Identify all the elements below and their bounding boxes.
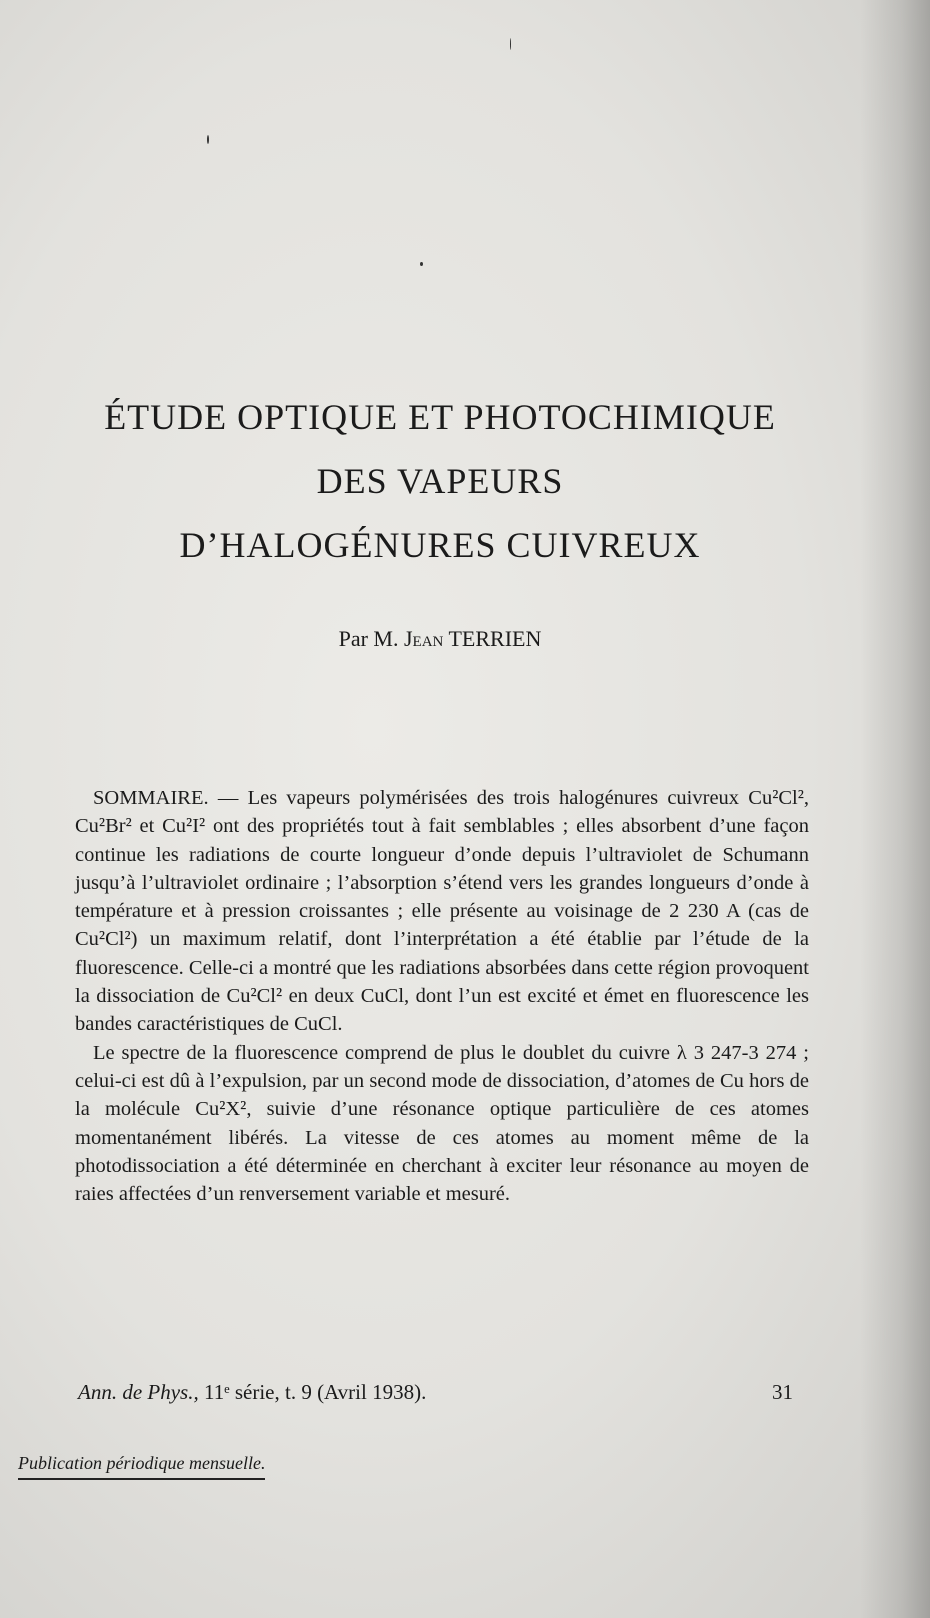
abstract [75,784,809,1208]
author-line [0,626,880,652]
scan-speck [510,38,511,50]
page-number: 31 [772,1380,793,1404]
journal-citation [78,1380,426,1404]
journal-details: 11ᵉ série, t. 9 (Avril 1938). [198,1380,427,1404]
abstract-paragraph-1: SOMMAIRE. — Les vapeurs polymérisées des trois halogénures cuivreux Cu²Cl², Cu²Br² et Cu²I² ont des propriétés tout à fait semblables ; elles absorbent d’une façon continue les radiations de courte longueur d’onde depuis l’ultraviolet de Schumann jusqu’à l’ultraviolet ordinaire ; l’absorption s’étend vers les grandes longueurs d’onde à température et à pression croissantes ; elle présente au voisinage de 2 230 A (cas de Cu²Cl²) un maximum relatif, dont l’interprétation a été établie par l’étude de la fluorescence. Celle-ci a montré que les radiations absorbées dans cette région provoquent la dissociation de Cu²Cl² en deux CuCl, dont l’un est excité et émet en fluorescence les bandes caractéristiques de CuCl. [75,787,809,1036]
title-line-3: D’HALOGÉNURES CUIVREUX [179,525,701,565]
journal-name: Ann. de Phys., [78,1380,199,1404]
abstract-paragraph-2: Le spectre de la fluorescence comprend de plus le doublet du cuivre λ 3 247-3 274 ; celui-ci est dû à l’expulsion, par un second mode de dissociation, d’atomes de Cu hors de la molécule Cu²X², suivie d’une résonance optique particulière de ces atomes momentanément libérés. La vitesse de ces atomes au moment même de la photodissociation a été déterminée en cherchant à exciter leur résonance au moyen de raies affectées d’un renversement variable et mesuré. [75,1041,809,1206]
title-line-1: ÉTUDE OPTIQUE ET PHOTOCHIMIQUE [104,397,776,437]
journal-footer [78,1380,808,1405]
scan-speck [207,135,209,144]
publication-note: Publication périodique mensuelle. [18,1453,265,1480]
title-line-2: DES VAPEURS [316,461,564,501]
author-last-name: TERRIEN [443,626,542,651]
author-first-name: Jean [404,626,444,651]
page-edge-shadow [860,0,930,1618]
article-title [0,385,880,577]
scan-speck [420,262,423,266]
author-prefix: Par M. [338,626,404,651]
